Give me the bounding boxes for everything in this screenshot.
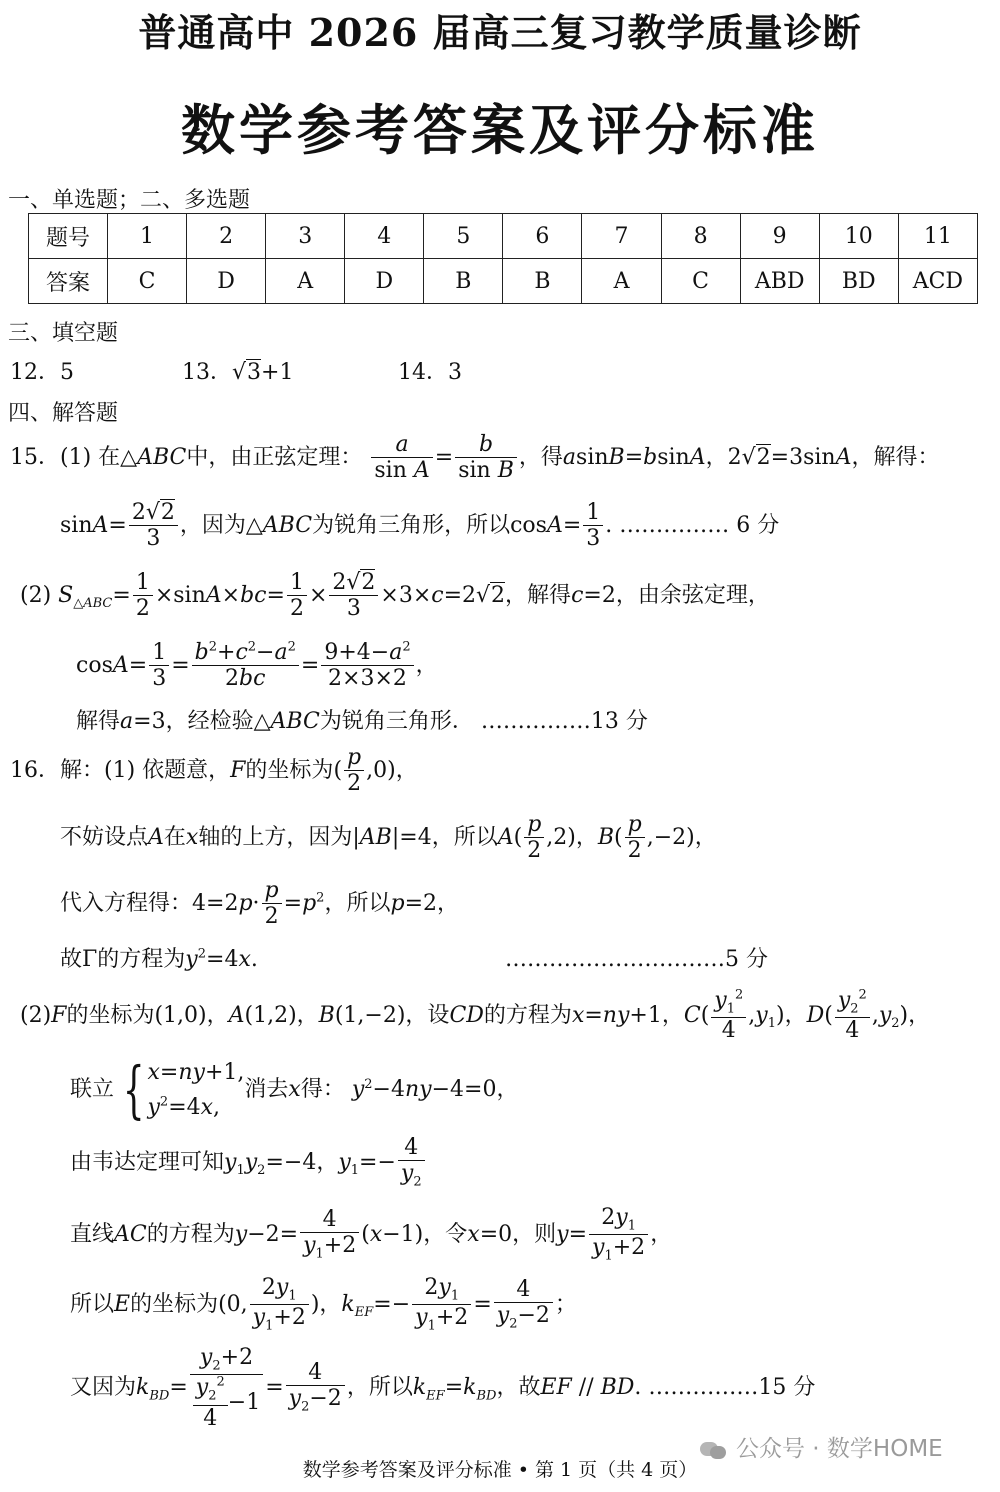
table-cell: 7 [582,214,661,259]
table-cell: 6 [503,214,582,259]
table-cell: 2 [187,214,266,259]
table-row-numbers [29,214,978,259]
table-cell: C [108,259,187,304]
document-title-line2: 数学参考答案及评分标准 [181,98,819,162]
q15-line4: cosA= $\frac{1}{3}$ = $\frac{b^2+c^2-a^2}{2bc}$ = $\frac{9+4-a^2}{2\times 3\times 2}$ ， [76,639,438,692]
q16-line9: 所以E的坐标为(0, $\frac{2y_1}{y_1+2}$ )，$k_{EF}=-$ $\frac{2y_1}{y_1+2}$ = $\frac{4}{y_2-2}$ ； [70,1275,577,1334]
table-header-cell: 答案 [29,259,108,304]
table-cell: 8 [661,214,740,259]
table-cell: 4 [345,214,424,259]
q16-line4: 故Γ的方程为$y^2=4x$. [60,946,258,972]
q15-line3: (2) $S_{\triangle ABC}=$ $\frac{1}{2}$ ×sinA×bc= $\frac{1}{2}$ × $\frac{2√2}{3}$ ×3×c=2√2，解得c=2，由余弦定理， [20,570,770,622]
table-cell: 1 [108,214,187,259]
q15-line5: 解得a=3，经检验△ABC为锐角三角形． ……………13 分 [76,709,648,734]
document-title-line1: 普通高中 2026 届高三复习教学质量诊断 [138,10,862,55]
q16-score1: …………………………5 分 [505,947,768,972]
table-cell: 10 [819,214,898,259]
table-cell: B [424,259,503,304]
q15-line1: 15．(1) 在△ABC中，由正弦定理： $\frac{a}{\text{sin A}}$ = $\frac{b}{\text{sin B}}$ ，得asinB=bsinA，2√2=3sinA，解得： [10,432,940,484]
q16-line8: 直线AC的方程为y−2= $\frac{4}{y_1+2}$ (x−1)，令x=0，则y= $\frac{2y_1}{y_1+2}$ ， [70,1205,673,1264]
watermark-text: 公众号 · 数学HOME [736,1436,943,1462]
answer-q12: 12．5 [10,360,74,385]
table-cell: D [345,259,424,304]
table-row-answers [29,259,978,304]
table-cell: BD [819,259,898,304]
section3-heading: 三、填空题 [8,321,119,346]
score-label: 15 分 [758,1374,816,1400]
table-cell: 3 [266,214,345,259]
table-cell: ABD [740,259,819,304]
q16-line3: 代入方程得：4=2p· $\frac{p}{2}$ $=p^2$，所以p=2， [60,878,459,930]
table-cell: A [582,259,661,304]
table-cell: A [266,259,345,304]
q16-line6: 联立 { x=ny+1, $y^2=4x$, 消去x得： $y^2-4ny-4=0$， [70,1053,519,1127]
q16-line10: 又因为$k_{BD}=$ $y_2+2$ $\frac{y_2^2}{4}$ −1 = $\frac{4}{y_2-2}$ ，所以$k_{EF}=k_{BD}$，故EF // BD. ……………15 分 [70,1345,816,1431]
table-cell: 11 [898,214,977,259]
table-cell: D [187,259,266,304]
score-label: 6 分 [736,512,780,538]
q16-line1: 16．解：(1) 依题意，F的坐标为( $\frac{p}{2}$ ,0)， [10,745,418,797]
answer-table [28,213,978,304]
table-cell: 5 [424,214,503,259]
q16-line2: 不妨设点A在x轴的上方，因为|AB|=4，所以A( $\frac{p}{2}$ ,2)，B( $\frac{p}{2}$ ,−2)， [60,812,717,864]
table-cell: B [503,259,582,304]
section1-heading: 一、单选题；二、多选题 [8,188,251,213]
score-label: 13 分 [590,709,648,734]
table-cell: 9 [740,214,819,259]
page-footer: 数学参考答案及评分标准 • 第 1 页（共 4 页） [302,1459,698,1481]
q15-line2: sinA= $\frac{2√2}{3}$ ，因为△ABC为锐角三角形，所以cosA= $\frac{1}{3}$ . …………… 6 分 [60,500,780,552]
q16-line5: (2)F的坐标为(1,0)，A(1,2)，B(1,−2)，设CD的方程为x=ny+1，C( $\frac{y_1^2}{4}$ $,y_1$)，D( $\frac{y_2^2}{4}$ $,y_2$)， [20,987,931,1044]
section4-heading: 四、解答题 [8,401,119,426]
table-cell: ACD [898,259,977,304]
table-header-cell: 题号 [29,214,108,259]
answer-q14: 14．3 [398,360,462,385]
q16-line7: 由韦达定理可知$y_1y_2=-4$，$y_1=-$ $\frac{4}{y_2}$ [70,1135,427,1191]
answer-q13: 13．√3+1 [182,360,294,385]
table-cell: C [661,259,740,304]
score-label: 5 分 [725,947,768,972]
